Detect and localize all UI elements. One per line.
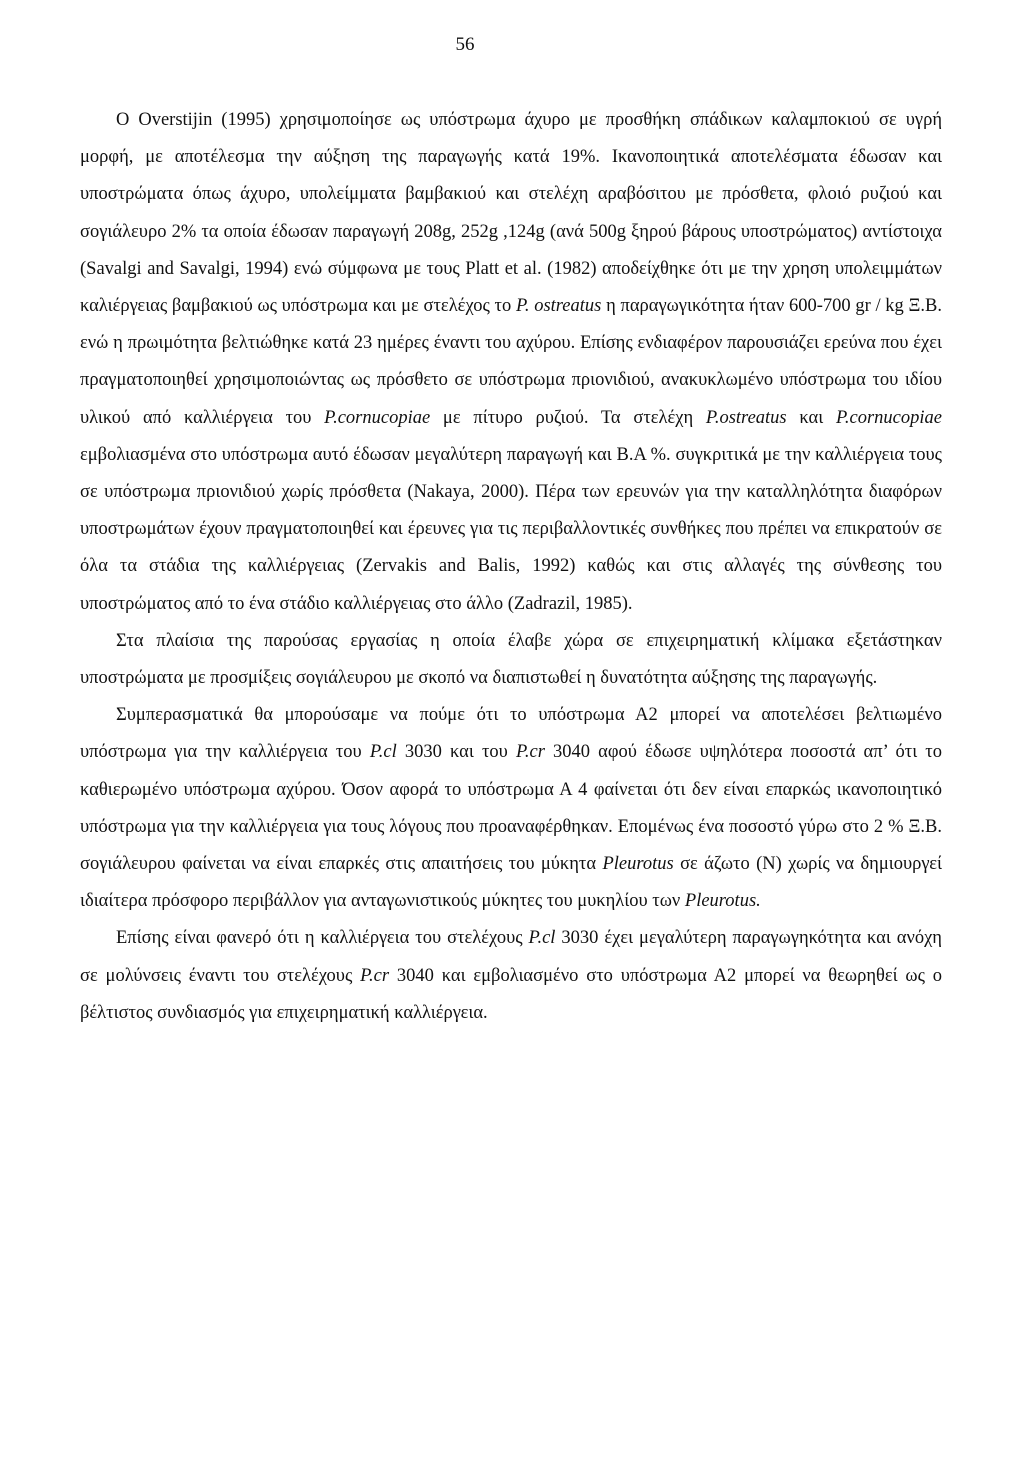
strain-name: P.cr xyxy=(515,742,545,763)
species-name: P. ostreatus xyxy=(515,296,602,317)
document-body xyxy=(80,102,942,1032)
text-run: και xyxy=(786,407,836,428)
species-name: P.ostreatus xyxy=(705,407,787,428)
strain-name: P.cl xyxy=(369,742,397,763)
text-run: εμβολιασμένα στο υπόστρωμα αυτό έδωσαν μεγαλύτερη παραγωγή και Β.Α %. συγκριτικά με την καλλιέργεια τους σε υπόστρωμα πριονιδιού χωρίς πρόσθετα (Nakaya, 2000). Πέρα των ερευνών για την καταλληλότητα διαφόρων υποστρωμάτων έχουν πραγματοποιηθεί και έρευνες για τις περιβαλλοντικές συνθήκες που πρέπει να επικρατούν σε όλα τα στάδια της καλλιέργειας (Zervakis and Balis, 1992) καθώς και στις αλλαγές της σύνθεσης του υποστρώματος από το ένα στάδιο καλλιέργειας στο άλλο (Zadrazil, 1985). xyxy=(80,444,942,614)
text-run: Στα πλαίσια της παρούσας εργασίας η οποία έλαβε χώρα σε επιχειρηματική κλίμακα εξετάστηκαν υποστρώματα με προσμίξεις σογιάλευρου με σκοπό να διαπιστωθεί η δυνατότητα αύξησης της παραγωγής. xyxy=(80,630,942,689)
strain-name: P.cr xyxy=(360,965,390,986)
paragraph-4 xyxy=(80,920,942,1032)
text-run: Επίσης είναι φανερό ότι η καλλιέργεια του στελέχους xyxy=(116,928,529,949)
page-number: 56 xyxy=(455,34,475,55)
species-name: P.cornucopiae xyxy=(835,407,942,428)
text-run: με πίτυρο ρυζιού. Τα στελέχη xyxy=(430,407,706,428)
text-run: 3030 και του xyxy=(396,742,516,763)
paragraph-2 xyxy=(80,623,942,697)
paragraph-1 xyxy=(80,102,942,623)
text-run: 3040 και εμβολιασμένο στο υπόστρωμα Α2 μπορεί να θεωρηθεί ως ο βέλτιστος συνδιασμός για επιχειρηματική καλλιέργεια. xyxy=(80,965,942,1023)
strain-name: P.cl xyxy=(528,928,556,949)
genus-name: Pleurotus. xyxy=(684,891,761,912)
genus-name: Pleurotus xyxy=(602,854,674,875)
paragraph-3 xyxy=(80,697,942,920)
text-run: Ο Overstijin (1995) χρησιμοποίησε ως υπόστρωμα άχυρο με προσθήκη σπάδικων καλαμποκιού σε υγρή μορφή, με αποτέλεσμα την αύξηση της παραγωγής κατά 19%. Ικανοποιητικά αποτελέσματα έδωσαν και υποστρώματα όπως άχυρο, υπολείμματα βαμβακιού και στελέχη αραβόσιτου με πρόσθετα, φλοιό ρυζιού και σογιάλευρο 2% τα οποία έδωσαν παραγωγή 208g, 252g ,124g (ανά 500g ξηρού βάρους υποστρώματος) αντίστοιχα (Savalgi and Savalgi, 1994) ενώ σύμφωνα με τους Platt et al. (1982) αποδείχθηκε ότι με την χρηση υπολειμμάτων καλιέργειας βαμβακιού ως υπόστρωμα και με στελέχος το xyxy=(80,110,942,317)
text-run: Συμπερασματικά θα μπορούσαμε να πούμε ότι το υπόστρωμα Α2 μπορεί να αποτελέσει βελτιωμένο υπόστρωμα για την καλλιέργεια του xyxy=(80,705,942,763)
text-run: 3040 αφού έδωσε υψηλότερα ποσοστά απ’ ότι το καθιερωμένο υπόστρωμα αχύρου. Όσον αφορά το υπόστρωμα Α 4 φαίνεται ότι δεν είναι επαρκώς ικανοποιητικό υπόστρωμα για την καλλιέργεια για τους λόγους που προαναφέρθηκαν. Επομένως ένα ποσοστό γύρω στο 2 % Ξ.Β. σογιάλευρου φαίνεται να είναι επαρκές στις απαιτήσεις του μύκητα xyxy=(80,742,942,875)
species-name: P.cornucopiae xyxy=(324,407,431,428)
text-run: η παραγωγικότητα ήταν 600-700 gr / kg Ξ.Β. ενώ η πρωιμότητα βελτιώθηκε κατά 23 ημέρες έναντι του αχύρου. Επίσης ενδιαφέρον παρουσιάζει ερεύνα που έχει πραγματοποιηθεί χρησιμοποιώντας ως πρόσθετο σε υπόστρωμα πριονιδιού, ανακυκλωμένο υπόστρωμα του ιδίου υλικού από καλλιέργεια του xyxy=(80,296,943,428)
text-run: 3030 έχει μεγαλύτερη παραγωγηκότητα και ανόχη σε μολύνσεις έναντι του στελέχους xyxy=(80,928,942,986)
text-run: σε άζωτο (Ν) χωρίς να δημιουργεί ιδιαίτερα πρόσφορο περιβάλλον για ανταγωνιστικούς μύκητες του μυκηλίου των xyxy=(80,854,943,912)
